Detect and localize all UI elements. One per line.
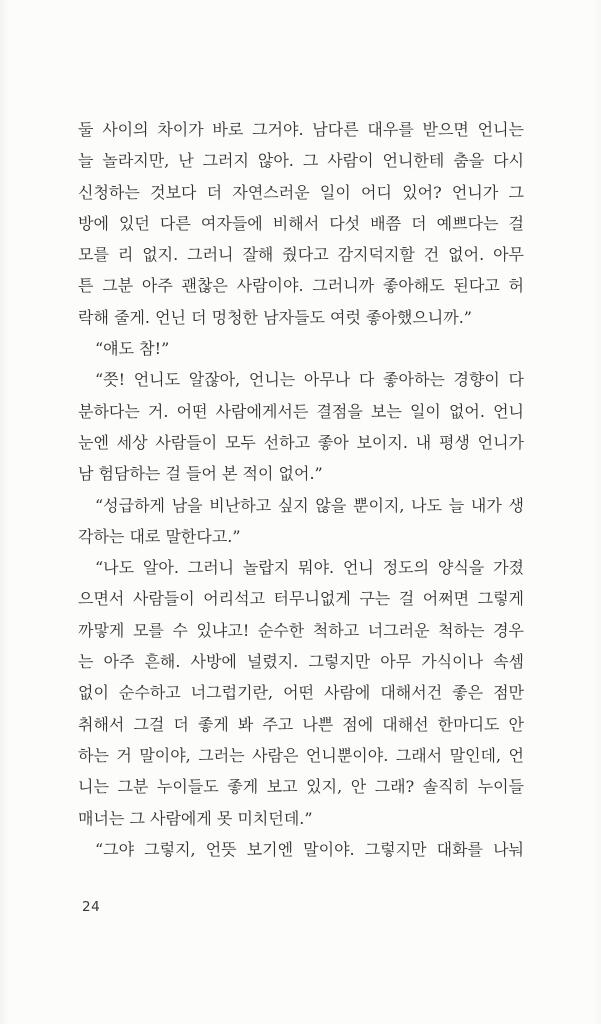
text-line: 니는 그분 누이들도 좋게 보고 있지, 안 그래? 솔직히 누이들 bbox=[78, 777, 524, 797]
text-line: 각하는 대로 말한다고.” bbox=[78, 526, 241, 546]
text-line: 신청하는 것보다 더 자연스러운 일이 어디 있어? 언니가 그 bbox=[78, 182, 524, 202]
page-text bbox=[78, 114, 524, 865]
text-line: 늘 놀라지만, 난 그러지 않아. 그 사람이 언니한테 춤을 다시 bbox=[78, 151, 524, 171]
text-line: 으면서 사람들이 어리석고 터무니없게 구는 걸 어쩌면 그렇게 bbox=[78, 589, 524, 609]
text-line: 분하다는 거. 어떤 사람에게서든 결점을 보는 일이 없어. 언니 bbox=[78, 401, 524, 421]
text-line: 매너는 그 사람에게 못 미치던데.” bbox=[78, 808, 313, 828]
text-line: “성급하게 남을 비난하고 싶지 않을 뿐이지, 나도 늘 내가 생 bbox=[95, 495, 524, 515]
text-line: “얘도 참!” bbox=[95, 339, 170, 359]
text-line: 둘 사이의 차이가 바로 그거야. 남다른 대우를 받으면 언니는 bbox=[78, 120, 524, 139]
text-line: 취해서 그걸 더 좋게 봐 주고 나쁜 점에 대해선 한마디도 안 bbox=[78, 714, 524, 734]
text-line: “쯧! 언니도 알잖아, 언니는 아무나 다 좋아하는 경향이 다 bbox=[95, 370, 524, 390]
text-line: 는 아주 흔해. 사방에 널렸지. 그렇지만 아무 가식이나 속셈 bbox=[78, 652, 524, 672]
text-line: 방에 있던 다른 여자들에 비해서 다섯 배쯤 더 예쁘다는 걸 bbox=[78, 213, 524, 233]
text-line: 모를 리 없지. 그러니 잘해 줬다고 감지덕지할 건 없어. 아무 bbox=[78, 245, 524, 265]
text-line: “나도 알아. 그러니 놀랍지 뭐야. 언니 정도의 양식을 가졌 bbox=[95, 558, 524, 578]
text-line: 눈엔 세상 사람들이 모두 선하고 좋아 보이지. 내 평생 언니가 bbox=[78, 432, 524, 452]
text-line: 튼 그분 아주 괜찮은 사람이야. 그러니까 좋아해도 된다고 허 bbox=[78, 276, 524, 296]
text-line: 락해 줄게. 언닌 더 멍청한 남자들도 여럿 좋아했으니까.” bbox=[78, 307, 472, 327]
text-line: 남 험담하는 걸 들어 본 적이 없어.” bbox=[78, 464, 323, 484]
text-line: 없이 순수하고 너그럽기란, 어떤 사람에 대해서건 좋은 점만 bbox=[78, 683, 524, 703]
text-line: 까맣게 모를 수 있냐고! 순수한 척하고 너그러운 척하는 경우 bbox=[78, 620, 524, 640]
text-line: 하는 거 말이야, 그러는 사람은 언니뿐이야. 그래서 말인데, 언 bbox=[78, 745, 524, 765]
page-number: 24 bbox=[82, 899, 101, 915]
text-line: “그야 그렇지, 언뜻 보기엔 말이야. 그렇지만 대화를 나눠 bbox=[95, 839, 524, 859]
